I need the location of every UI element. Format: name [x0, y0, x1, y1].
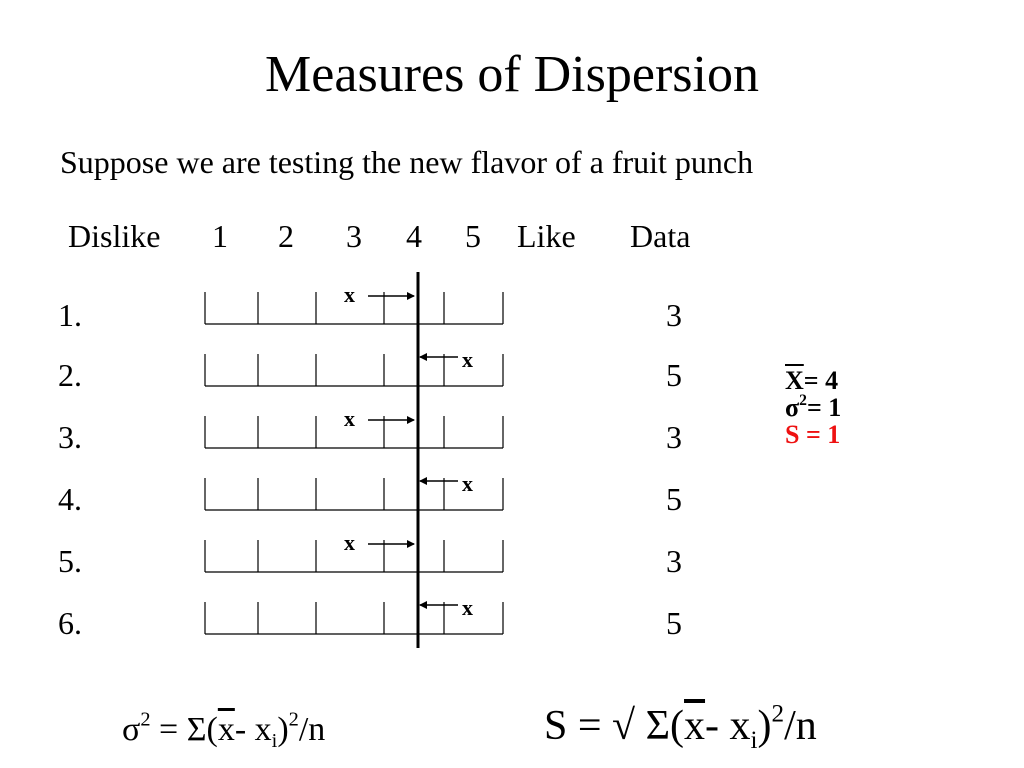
rating-scale-row — [205, 602, 503, 634]
response-mark-x: x — [344, 282, 355, 307]
variance-lhs: σ — [122, 711, 141, 748]
data-column-header: Data — [630, 218, 691, 254]
std-dev-divide-n: /n — [784, 703, 817, 749]
std-dev-lhs: S = √ Σ( — [544, 703, 685, 749]
squared-exponent: 2 — [288, 708, 299, 731]
variance-close-paren: ) — [277, 711, 289, 748]
row-number: 2. — [58, 357, 82, 393]
scale-point-3: 3 — [346, 218, 362, 254]
variance-value: = 1 — [806, 393, 842, 422]
page-title: Measures of Dispersion — [265, 46, 759, 103]
std-dev-close-paren: ) — [757, 703, 772, 749]
variance-formula — [122, 708, 325, 752]
rating-scale-row — [205, 478, 503, 510]
mean-value: = 4 — [803, 366, 839, 395]
row-value: 3 — [666, 419, 682, 455]
row-value: 5 — [666, 357, 682, 393]
variance-exponent: 2 — [799, 392, 807, 410]
scale-label-like: Like — [517, 218, 576, 254]
rating-scale-row — [205, 354, 503, 386]
variance-symbol: σ — [785, 393, 800, 422]
scale-point-2: 2 — [278, 218, 294, 254]
subtitle: Suppose we are testing the new flavor of a fruit punch — [60, 144, 754, 180]
row-number: 6. — [58, 605, 82, 641]
mean-stat — [785, 367, 841, 394]
std-dev-formula — [544, 700, 817, 752]
index-subscript: i — [750, 726, 758, 754]
variance-lhs-exponent: 2 — [140, 708, 151, 731]
scale-point-4: 4 — [406, 218, 422, 254]
variance-stat — [785, 394, 841, 421]
index-subscript: i — [271, 730, 278, 753]
response-mark-x: x — [462, 471, 473, 496]
variance-minus-x: - x — [234, 711, 272, 748]
variance-divide-n: /n — [298, 711, 326, 748]
row-number: 1. — [58, 297, 82, 333]
scale-label-dislike: Dislike — [68, 218, 161, 254]
response-mark-x: x — [462, 595, 473, 620]
response-mark-x: x — [462, 347, 473, 372]
std-dev-stat: S = 1 — [785, 420, 841, 449]
row-value: 5 — [666, 481, 682, 517]
mean-symbol: $\overline{X}$ — [785, 366, 804, 395]
response-mark-x: x — [344, 406, 355, 431]
response-mark-x: x — [344, 530, 355, 555]
row-value: 5 — [666, 605, 682, 641]
row-value: 3 — [666, 543, 682, 579]
scale-point-5: 5 — [465, 218, 481, 254]
row-number: 4. — [58, 481, 82, 517]
scale-point-1: 1 — [212, 218, 228, 254]
summary-stats — [785, 367, 841, 448]
mean-x-bar: $\overline{x}$ — [217, 711, 235, 748]
row-number: 5. — [58, 543, 82, 579]
row-number: 3. — [58, 419, 82, 455]
std-dev-minus-x: - x — [705, 703, 751, 749]
squared-exponent: 2 — [771, 700, 785, 728]
variance-sum-open: = Σ( — [150, 711, 218, 748]
row-value: 3 — [666, 297, 682, 333]
mean-x-bar: $\overline{x}$ — [684, 703, 706, 749]
